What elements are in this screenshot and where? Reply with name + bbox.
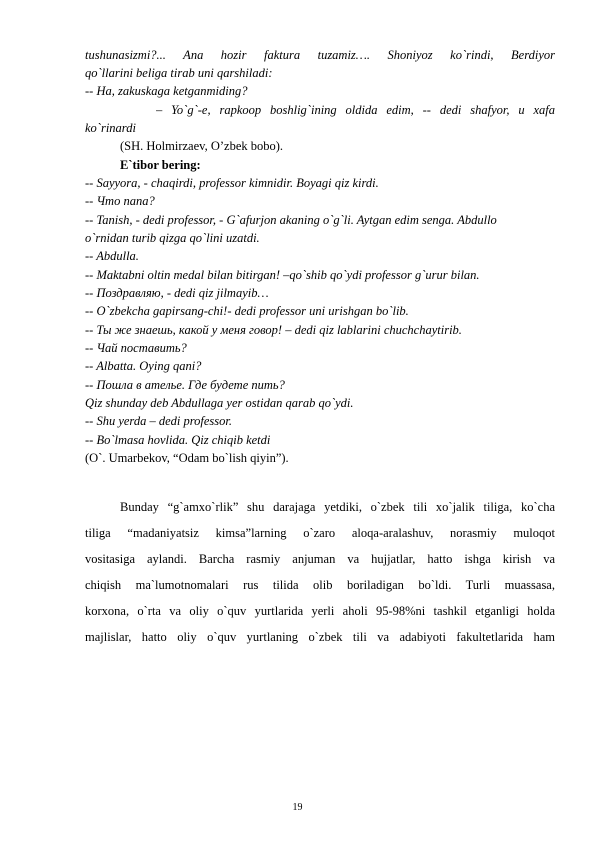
citation: (O`. Umarbekov, “Odam bo`lish qiyin”). bbox=[85, 451, 289, 465]
dialogue-line: -- Tanish, - dedi professor, - G`afurjon akaning o`g`li. Aytgan edim senga. Abdullo bbox=[85, 213, 497, 227]
paragraph-line: Bunday “g`amxo`rlik” shu darajaga yetdiki, o`zbek tili xo`jalik tiliga, ko`cha bbox=[120, 500, 555, 514]
dialogue-line: -- Что папа? bbox=[85, 194, 155, 208]
dialogue-line: -- Чай поставить? bbox=[85, 341, 187, 355]
dialogue-line: -- Maktabni oltin medal bilan bitirgan! –qo`shib qo`ydi professor g`urur bilan. bbox=[85, 268, 480, 282]
text-line: o`rnidan turib qizga qo`lini uzatdi. bbox=[85, 231, 260, 245]
dialogue-line: -- Bo`lmasa hovlida. Qiz chiqib ketdi bbox=[85, 433, 271, 447]
dialogue-line: -- Shu yerda – dedi professor. bbox=[85, 414, 232, 428]
dialogue-line: -- Ты же знаешь, какой у меня говор! – dedi qiz lablarini chuchchaytirib. bbox=[85, 323, 462, 337]
dialogue-line: -- Ha, zakuskaga ketganmiding? bbox=[85, 84, 248, 98]
dialogue-line: -- Поздравляю, - dedi qiz jilmayib… bbox=[85, 286, 269, 300]
paragraph-line: tiliga “madaniyatsiz kimsa”larning o`zaro aloqa-aralashuv, norasmiy muloqot bbox=[85, 526, 555, 540]
dialogue-line: -- Abdulla. bbox=[85, 249, 139, 263]
paragraph-line: majlislar, hatto oliy o`quv yurtlaning o`zbek tili va adabiyoti fakultetlarida ham bbox=[85, 630, 555, 644]
citation: (SH. Holmirzaev, O’zbek bobo). bbox=[120, 139, 284, 153]
dialogue-line: -- Albatta. Oying qani? bbox=[85, 359, 202, 373]
dialogue-line: -- Sayyora, - chaqirdi, professor kimnidir. Boyagi qiz kirdi. bbox=[85, 176, 379, 190]
dialogue-line: -- Пошла в ателье. Где будете пить? bbox=[85, 378, 285, 392]
text-line: ko`rinardi bbox=[85, 121, 136, 135]
dialogue-line: -- O`zbekcha gapirsang-chi!- dedi professor uni urishgan bo`lib. bbox=[85, 304, 409, 318]
paragraph-line: vositasiga aylandi. Barcha rasmiy anjuman va hujjatlar, hatto ishga kirish va bbox=[85, 552, 555, 566]
dialogue-line: – Yo`g`-e, rapkoop boshlig`ining oldida edim, -- dedi shafyor, u xafa bbox=[156, 103, 555, 117]
text-line: qo`llarini beliga tirab uni qarshiladi: bbox=[85, 66, 273, 80]
text-line: Qiz shunday deb Abdullaga yer ostidan qarab qo`ydi. bbox=[85, 396, 354, 410]
page-number: 19 bbox=[292, 802, 303, 813]
paragraph-line: korxona, o`rta va oliy o`quv yurtlarida yerli aholi 95-98%ni tashkil etganligi holda bbox=[85, 604, 555, 618]
text-line: tushunasizmi?... Ana hozir faktura tuzamiz…. Shoniyoz ko`rindi, Berdiyor bbox=[85, 48, 555, 62]
section-heading: E`tibor bering: bbox=[120, 158, 201, 172]
paragraph-line: chiqish ma`lumotnomalari rus tilida olib boriladigan bo`ldi. Turli muassasa, bbox=[85, 578, 555, 592]
